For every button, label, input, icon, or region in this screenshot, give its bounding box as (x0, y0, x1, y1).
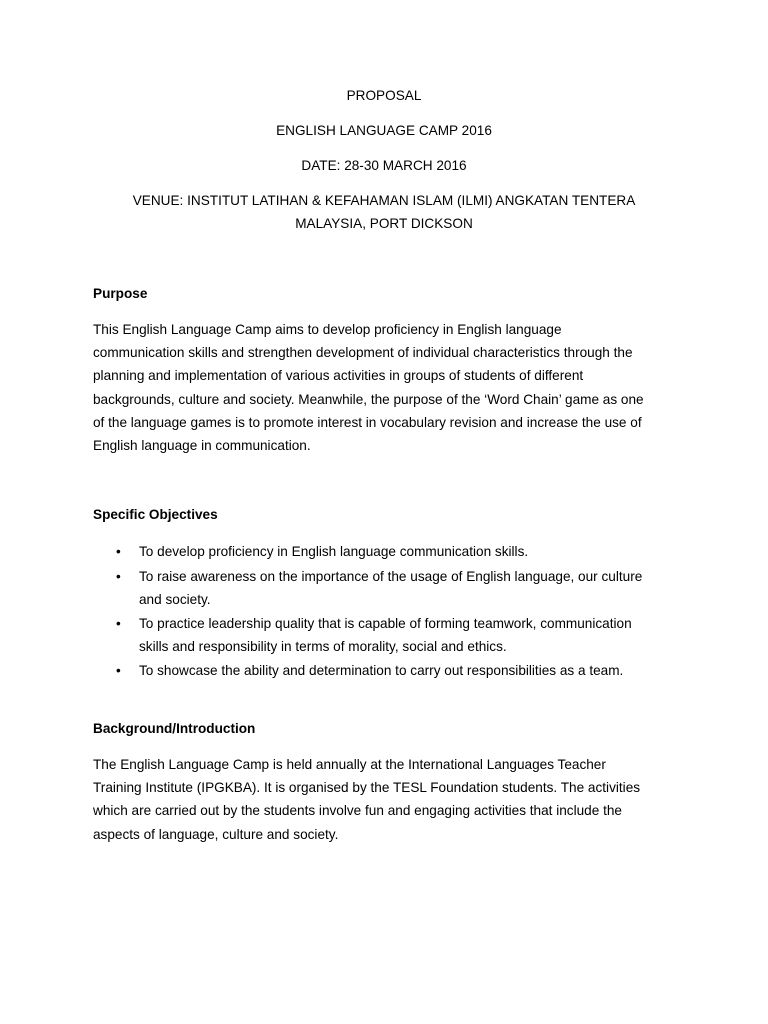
objective-item (139, 612, 679, 658)
objective-line: To develop proficiency in English language communication skills. (139, 544, 529, 559)
venue-line-2: MALAYSIA, PORT DICKSON (295, 216, 473, 231)
objective-line: To raise awareness on the importance of the usage of English language, our culture (139, 569, 643, 584)
document-title: PROPOSAL (346, 88, 422, 103)
paragraph-line: Training Institute (IPGKBA). It is organised by the TESL Foundation students. The activities (93, 780, 641, 796)
event-title: ENGLISH LANGUAGE CAMP 2016 (276, 123, 492, 138)
event-date: DATE: 28-30 MARCH 2016 (301, 158, 467, 173)
bullet-icon: • (116, 663, 121, 678)
paragraph-line: The English Language Camp is held annually at the International Languages Teacher (93, 757, 606, 772)
paragraph-line: which are carried out by the students involve fun and engaging activities that include the (93, 803, 622, 819)
bullet-icon: • (116, 544, 121, 559)
venue-line-1: VENUE: INSTITUT LATIHAN & KEFAHAMAN ISLAM (ILMI) ANGKATAN TENTERA (132, 193, 636, 208)
objective-line: To showcase the ability and determination to carry out responsibilities as a team. (139, 663, 624, 678)
paragraph-line: backgrounds, culture and society. Meanwhile, the purpose of the ‘Word Chain’ game as one (93, 391, 644, 407)
background-paragraph (93, 753, 683, 846)
background-heading: Background/Introduction (93, 721, 256, 736)
paragraph-line: This English Language Camp aims to develop proficiency in English language (93, 322, 562, 337)
objective-item (139, 565, 679, 611)
paragraph-line: communication skills and strengthen development of individual characteristics through the (93, 345, 633, 361)
paragraph-line: of the language games is to promote interest in vocabulary revision and increase the use of (93, 414, 642, 430)
objective-item (139, 540, 679, 563)
objectives-heading: Specific Objectives (93, 507, 218, 522)
objective-line: and society. (139, 592, 211, 608)
bullet-icon: • (116, 569, 121, 584)
objective-line: skills and responsibility in terms of morality, social and ethics. (139, 639, 507, 655)
purpose-heading: Purpose (93, 286, 148, 301)
paragraph-line: aspects of language, culture and society. (93, 826, 339, 842)
bullet-icon: • (116, 616, 121, 631)
purpose-paragraph (93, 318, 683, 457)
paragraph-line: English language in communication. (93, 438, 311, 454)
objective-line: To practice leadership quality that is capable of forming teamwork, communication (139, 616, 632, 631)
paragraph-line: planning and implementation of various activities in groups of students of different (93, 368, 584, 384)
objective-item (139, 659, 679, 682)
